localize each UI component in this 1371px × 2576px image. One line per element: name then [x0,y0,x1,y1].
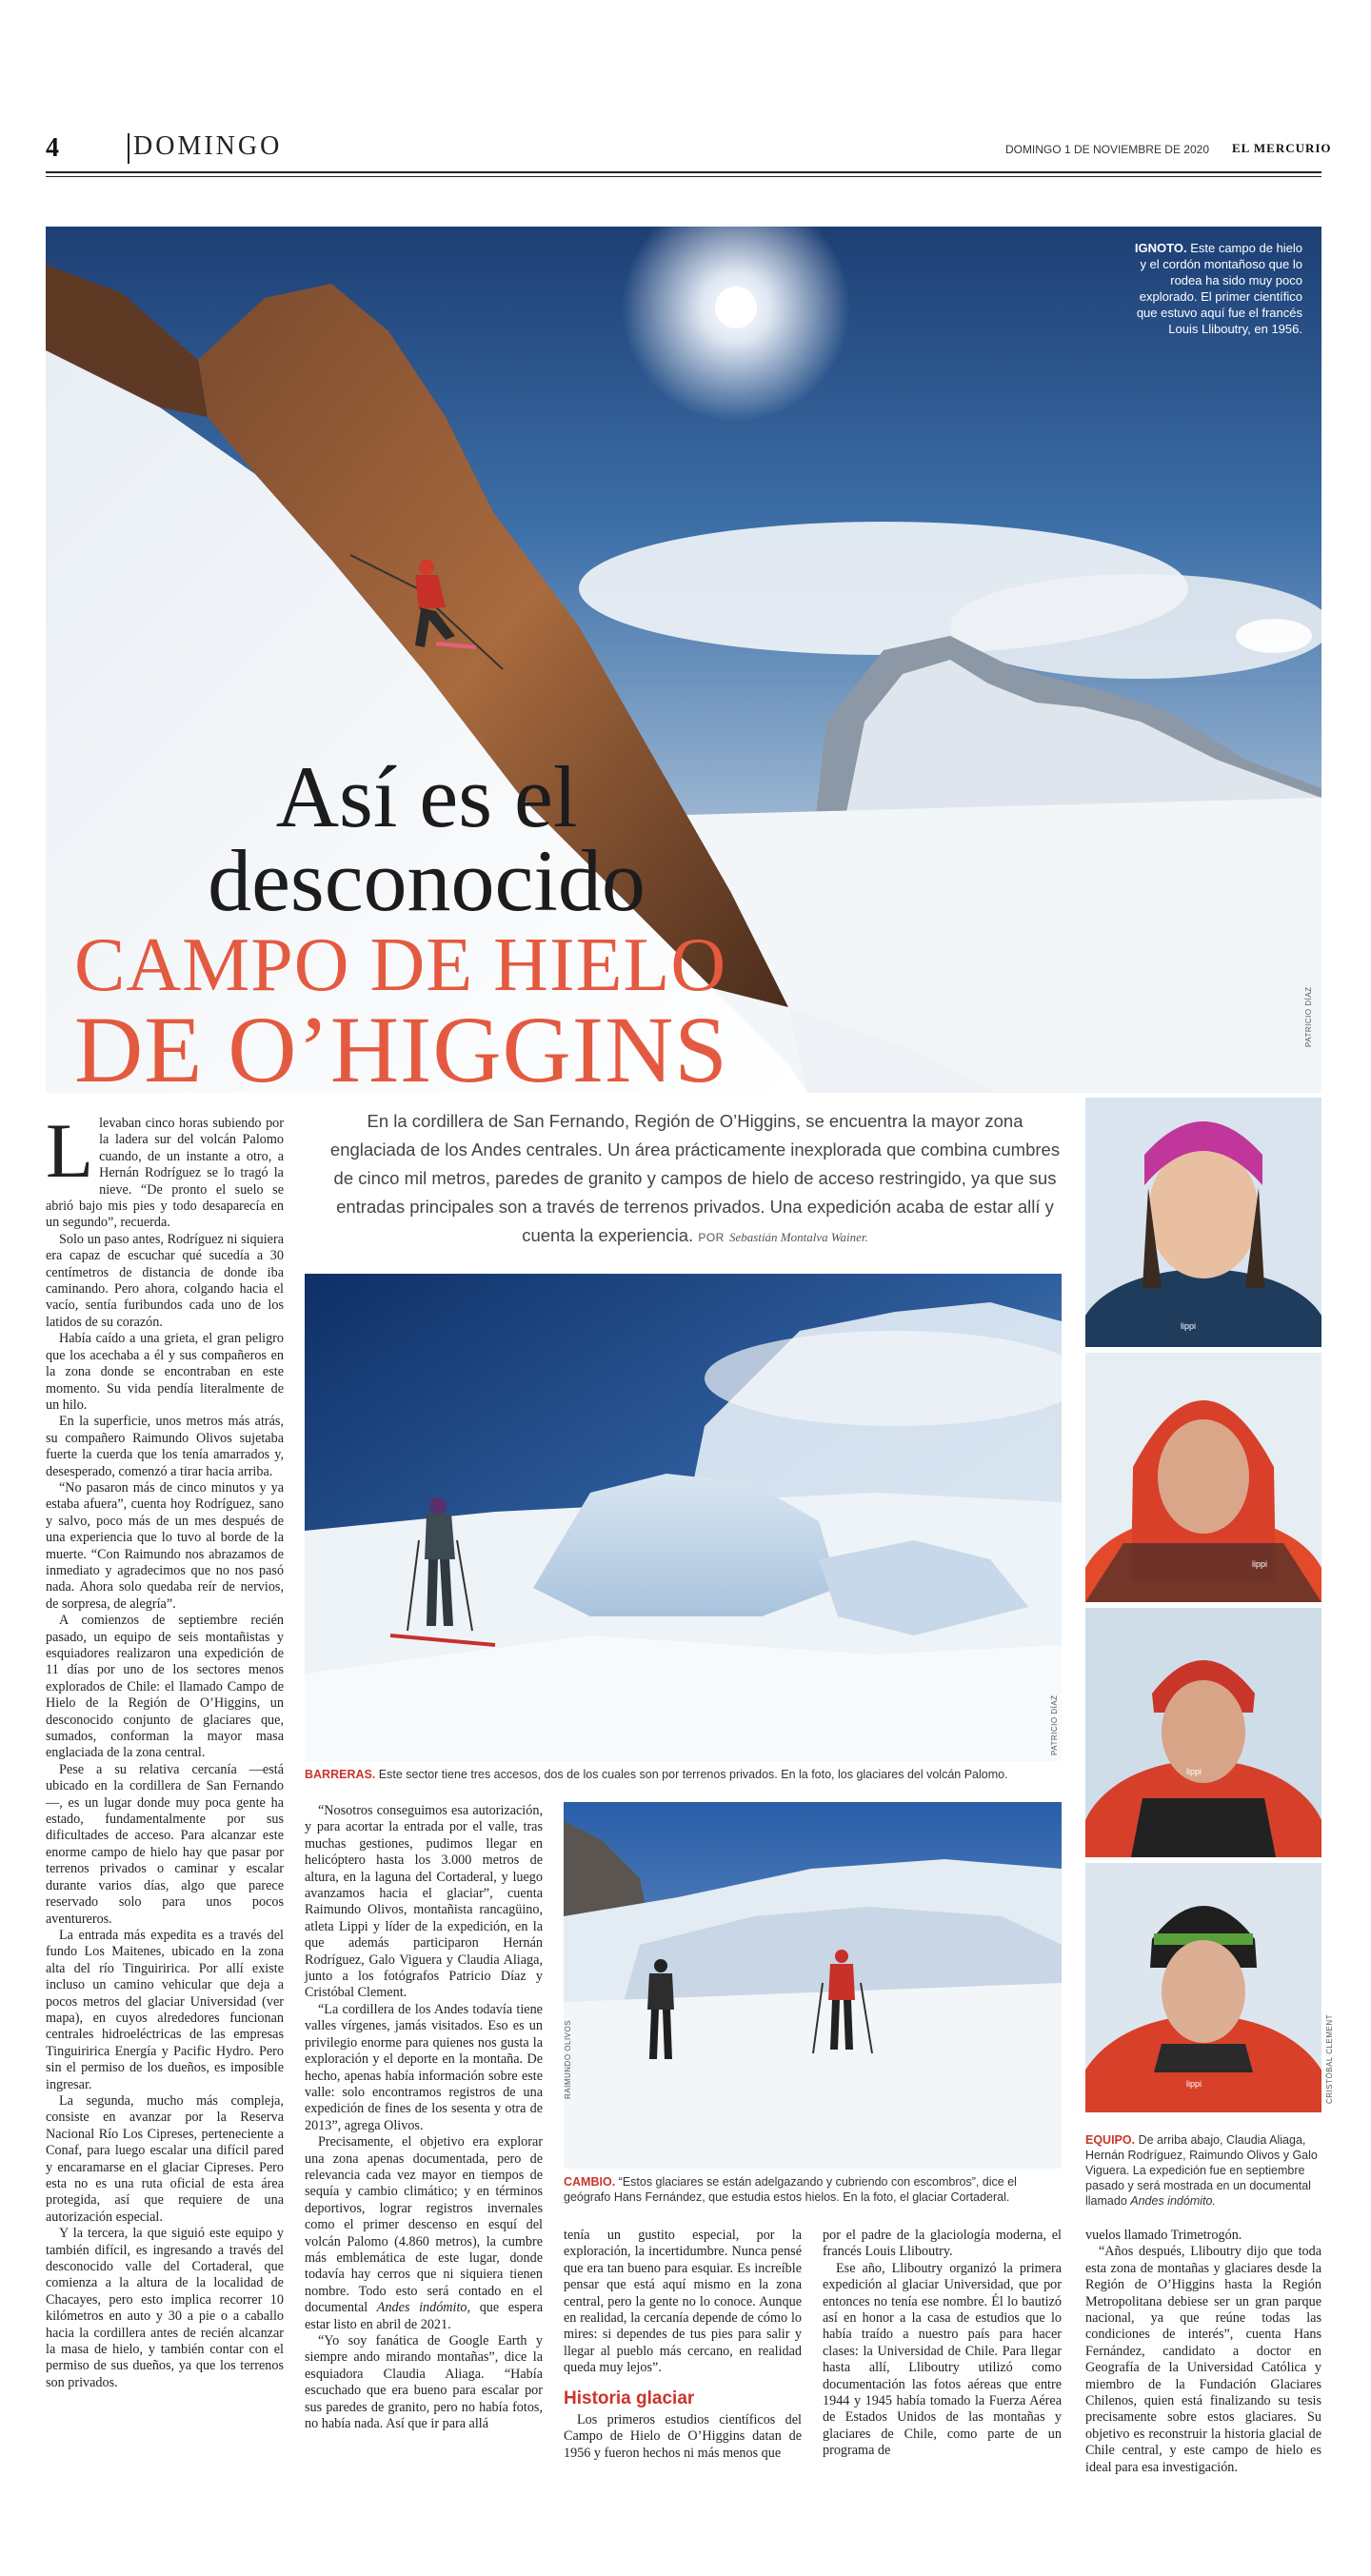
paragraph: Ese año, Lliboutry organizó la primera expedición al glaciar Universidad, que por entonces no tenía ese nombre. Él lo bautizó así en honor a la casa de estudios que lo había traído a nuestro país para hacer clases: la Universidad de Chile. Para llegar hasta allí, Lliboutry utilizó como documentación las fotos aéreas que entre 1944 y 1945 había tomado la Fuerza Aérea de Estados Unidos de las montañas y glaciares de Chile, como parte de un programa de [823,2260,1062,2459]
paragraph: tenía un gustito especial, por la exploración, la incertidumbre. Nunca pensé que era tan bueno para esquiar. Es increíble pensar que está aquí mismo en la zona central, pero la gente no lo conoce. Aunque en realidad, la cercanía depende de cómo lo mires: si dependes de tus pies para salir y llegar al pueblo más cercano, en realidad queda muy lejos”. [564,2228,802,2376]
paragraph: por el padre de la glaciología moderna, el francés Louis Lliboutry. [823,2228,1062,2260]
portrait-illustration [1085,1863,1321,2112]
paragraph: Había caído a una grieta, el gran peligro que los acechaba a él y sus compañeros en la zona donde se encontraban en este momento. Su vida pendía literalmente de un hilo. [46,1331,284,1413]
article-column-5 [1085,2228,1321,2476]
paragraph-end: que espera estar listo en abril de 2021. [305,2300,544,2332]
jacket-logo: lippi [1181,1321,1197,1331]
paragraph: “No pasaron más de cinco minutos y ya estaba afuera”, cuenta hoy Rodríguez, sano y salvo, poco más de un mes después de una experiencia que lo tuvo al borde de la muerte. “Con Raimundo nos abrazamos de inmediato y agradecimos que no nos pasó nada. Ahora solo quedaba reír de nervios, de sorpresa, de alegría”. [46,1479,284,1612]
caption-barreras [305,1767,1066,1782]
paragraph: Los primeros estudios científicos del Campo de Hielo de O’Higgins datan de 1956 y fueron hechos ni más menos que [564,2412,802,2461]
paragraph: En la superficie, unos metros más atrás, su compañero Raimundo Olivos sujetaba fuerte la cuerda que los tenía amarrados y, desesperado, comenzó a tirar hacia arriba. [46,1414,284,1479]
paragraph: “Años después, Lliboutry dijo que toda esta zona de montañas y glaciares desde la Región de O’Higgins hasta la Región Metropolitana debiese ser un gran parque nacional, ya que reúne todas las condiciones de interés”, cuenta Hans Fernández, candidato a doctor en Geografía de la Universidad Católica y miembro de la Fundación Glaciares Chilenos, quien está finalizando su tesis precisamente sobre estos glaciares. Su objetivo es reconstruir la historia glacial de Chile central, y este campo de hielo es ideal para esa investigación. [1085,2244,1321,2475]
paragraph: Pese a su relativa cercanía —está ubicado en la cordillera de San Fernando—, es un lugar donde muy poca gente ha estado, fundamentalmente por sus dificultades de acceso. Para alcanzar este enorme campo de hielo hay que pasar por terrenos privados o caminar y escalar durante varios días, algo que parece reservado solo para unos pocos aventureros. [46,1761,284,1927]
byline-prefix: POR [698,1231,725,1244]
section-name: DOMINGO [133,131,283,161]
jacket-logo: lippi [1186,1767,1202,1776]
drop-cap: L [46,1107,94,1194]
caption-text: Este sector tiene tres accesos, dos de los cuales son por terrenos privados. En la foto, los glaciares del volcán Palomo. [378,1768,1008,1781]
documentary-title: Andes indómito. [1130,2194,1216,2208]
article-column-4 [823,2228,1062,2460]
portrait-claudia [1085,1098,1321,1347]
dateline: DOMINGO 1 DE NOVIEMBRE DE 2020 [1004,143,1209,156]
lead-paragraph [324,1107,1066,1252]
portrait-raimundo [1085,1608,1321,1857]
paragraph: A comienzos de septiembre recién pasado, un equipo de seis montañistas y esquiadores realizaron una expedición de 11 días por uno de los sectores menos explorados de Chile: el llamado Campo de Hielo de la Región de O’Higgins, un desconocido conjunto de glaciares que, sumados, conforman la mayor masa englaciada de la zona central. [46,1613,284,1761]
paragraph: Solo un paso antes, Rodríguez ni siquiera era capaz de escuchar qué sucedía a 30 centímetros de distancia de donde iba caminando. Pero ahora, colgando hacia el vacío, sentía furibundos cada uno de los latidos de su corazón. [46,1231,284,1330]
jacket-logo: lippi [1252,1559,1268,1569]
article-column-1 [46,1107,284,2391]
hero-photo [46,227,1321,1093]
hero-caption-text: Este campo de hielo y el cordón montañoso que lo rodea ha sido muy poco explorado. El primer científico que estuvo aquí fue el francés Louis Lliboutry, en 1956. [1136,241,1302,336]
headline [74,748,836,1093]
paragraph: levaban cinco horas subiendo por la ladera sur del volcán Palomo cuando, de un instante a otro, a Hernán Rodríguez se lo tragó la nieve. “De pronto el suelo se abrió bajo mis pies y todo desaparecía en un segundo”, recuerda. [46,1116,284,1231]
portrait-hernan [1085,1353,1321,1602]
caption-text: “Estos glaciares se están adelgazando y cubriendo con escombros”, dice el geógrafo Hans Fernández, que estudia estos hielos. En la foto, el glaciar Cortaderal. [564,2175,1017,2204]
paragraph: Precisamente, el objetivo era explorar una zona apenas documentada, pero de relevancia cada vez mayor en tiempos de sequía y cambio climático; y en términos deportivos, lograr registros invernales como el primer descenso en esquí del volcán Palomo (4.860 metros), la cumbre más emblemática de este lugar, donde todavía hay cerros que ni siquiera tienen nombre. Todo esto será contado en el documental [305,2134,543,2316]
newspaper-name: EL MERCURIO [1232,141,1332,155]
portrait-illustration [1085,1098,1321,1347]
lead-text: En la cordillera de San Fernando, Región de O’Higgins, se encuentra la mayor zona englaciada de los Andes centrales. Un área prácticamente inexplorada que combina cumbres de cinco mil metros, paredes de granito y campos de hielo de acceso restringido, ya que sus entradas principales son a través de terrenos privados. Una expedición acaba de estar allí y cuenta la experiencia. [329,1111,1061,1245]
portrait-illustration [1085,1353,1321,1602]
jacket-logo: lippi [1186,2079,1202,2089]
article-column-3 [564,2228,802,2462]
headline-line-1: Así es el [275,748,578,845]
portraits-stack [1085,1098,1321,2112]
portrait-galo [1085,1863,1321,2112]
caption-label: BARRERAS. [305,1768,376,1781]
portraits-credit: CRISTÓBAL CLEMENT [1325,2014,1334,2104]
caption-equipo [1085,2132,1321,2209]
subheading: Historia glaciar [564,2388,695,2408]
caption-label: CAMBIO. [564,2175,616,2189]
header-separator [128,133,129,164]
glacier-walk-illustration [564,1802,1062,2169]
paragraph: Y la tercera, la que siguió este equipo y también difícil, es ingresando a través del desconocido valle del Cortaderal, que comienza a la altura de la localidad de Chacayes, pero esto implica recorrer 10 kilómetros en auto y 30 a pie o a caballo hacia la cordillera antes de recién alcanzar la masa de hielo, y también contar con el permiso de sus dueños, ya que los terrenos son privados. [46,2226,284,2390]
header-rule-thin [46,176,1321,177]
caption-cambio [564,2174,1059,2205]
headline-line-2: desconocido [208,832,646,929]
paragraph: “Yo soy fanática de Google Earth y siempre ando mirando montañas”, dice la esquiadora Claudia Aliaga. “Había escuchado que era bueno para escalar por sus paredes de granito, pero no había fotos, no había nada. Así que ir para allá [305,2333,543,2432]
glacier-illustration [305,1274,1062,1761]
documentary-title: Andes indómito, [376,2300,471,2316]
article-column-2 [305,1803,543,2432]
photo-cambio [564,1802,1062,2169]
caption-text: De arriba abajo, Claudia Aliaga, Hernán Rodríguez, Raimundo Olivos y Galo Viguera. La expedición fue en septiembre pasado y será mostrada en un documental llamado [1085,2133,1318,2208]
barreras-photo-credit: PATRICIO DÍAZ [1050,1694,1059,1755]
paragraph: La entrada más expedita es a través del fundo Los Maitenes, ubicado en la zona alta del río Tinguiririca. Por allí existe incluso un camino vehicular que deja a pocos metros del glaciar Universidad (ver mapa), en cuyos alrededores funcionan centrales hidroeléctricas de las empresas Tinguiririca Energía y Pacific Hydro. Pero sin el permiso de los dueños, es imposible ingresar. [46,1927,284,2092]
hero-caption-label: IGNOTO. [1134,241,1187,255]
paragraph: “Nosotros conseguimos esa autorización, y para acortar la entrada por el valle, tras muchas gestiones, pudimos llegar en helicóptero hasta los 3.000 metros de altura, en la laguna del Cortaderal, y luego avanzamos hacia el glaciar”, cuenta Raimundo Olivos, montañista rancagüino, atleta Lippi y líder de la expedición, en la que además participaron Hernán Rodríguez, Galo Viguera y Claudia Aliaga, junto a los fotógrafos Patricio Díaz y Cristóbal Clement. [305,1803,543,2001]
cambio-photo-credit: RAIMUNDO OLIVOS [564,2019,572,2099]
header-rule [46,171,1321,173]
caption-label: EQUIPO. [1085,2133,1136,2147]
paragraph: vuelos llamado Trimetrogón. [1085,2228,1242,2243]
photo-barreras [305,1274,1062,1761]
headline-line-4: DE O’HIGGINS [74,997,728,1093]
portrait-illustration [1085,1608,1321,1857]
hero-caption [1131,240,1302,337]
page-number: 4 [46,133,59,163]
hero-photo-credit: PATRICIO DÍAZ [1304,986,1313,1047]
byline-author: Sebastián Montalva Wainer. [729,1230,868,1244]
paragraph: La segunda, mucho más compleja, consiste en avanzar por la Reserva Nacional Río Los Cipreses, perteneciente a Conaf, para luego escalar una difícil pared y encaramarse en el glaciar Cipreses. Pero esta no es una ruta oficial de esta área protegida, así que requiere de una autorización especial. [46,2092,284,2225]
paragraph: “La cordillera de los Andes todavía tiene valles vírgenes, jamás visitados. Eso es un privilegio enorme para quienes nos gusta la exploración y el deporte en la montaña. De hecho, apenas había información sobre este valle: solo encontramos registros de una expedición de fines de los sesenta y otra de 2013”, agrega Olivos. [305,2001,543,2133]
headline-line-3: CAMPO DE HIELO [74,923,727,1007]
